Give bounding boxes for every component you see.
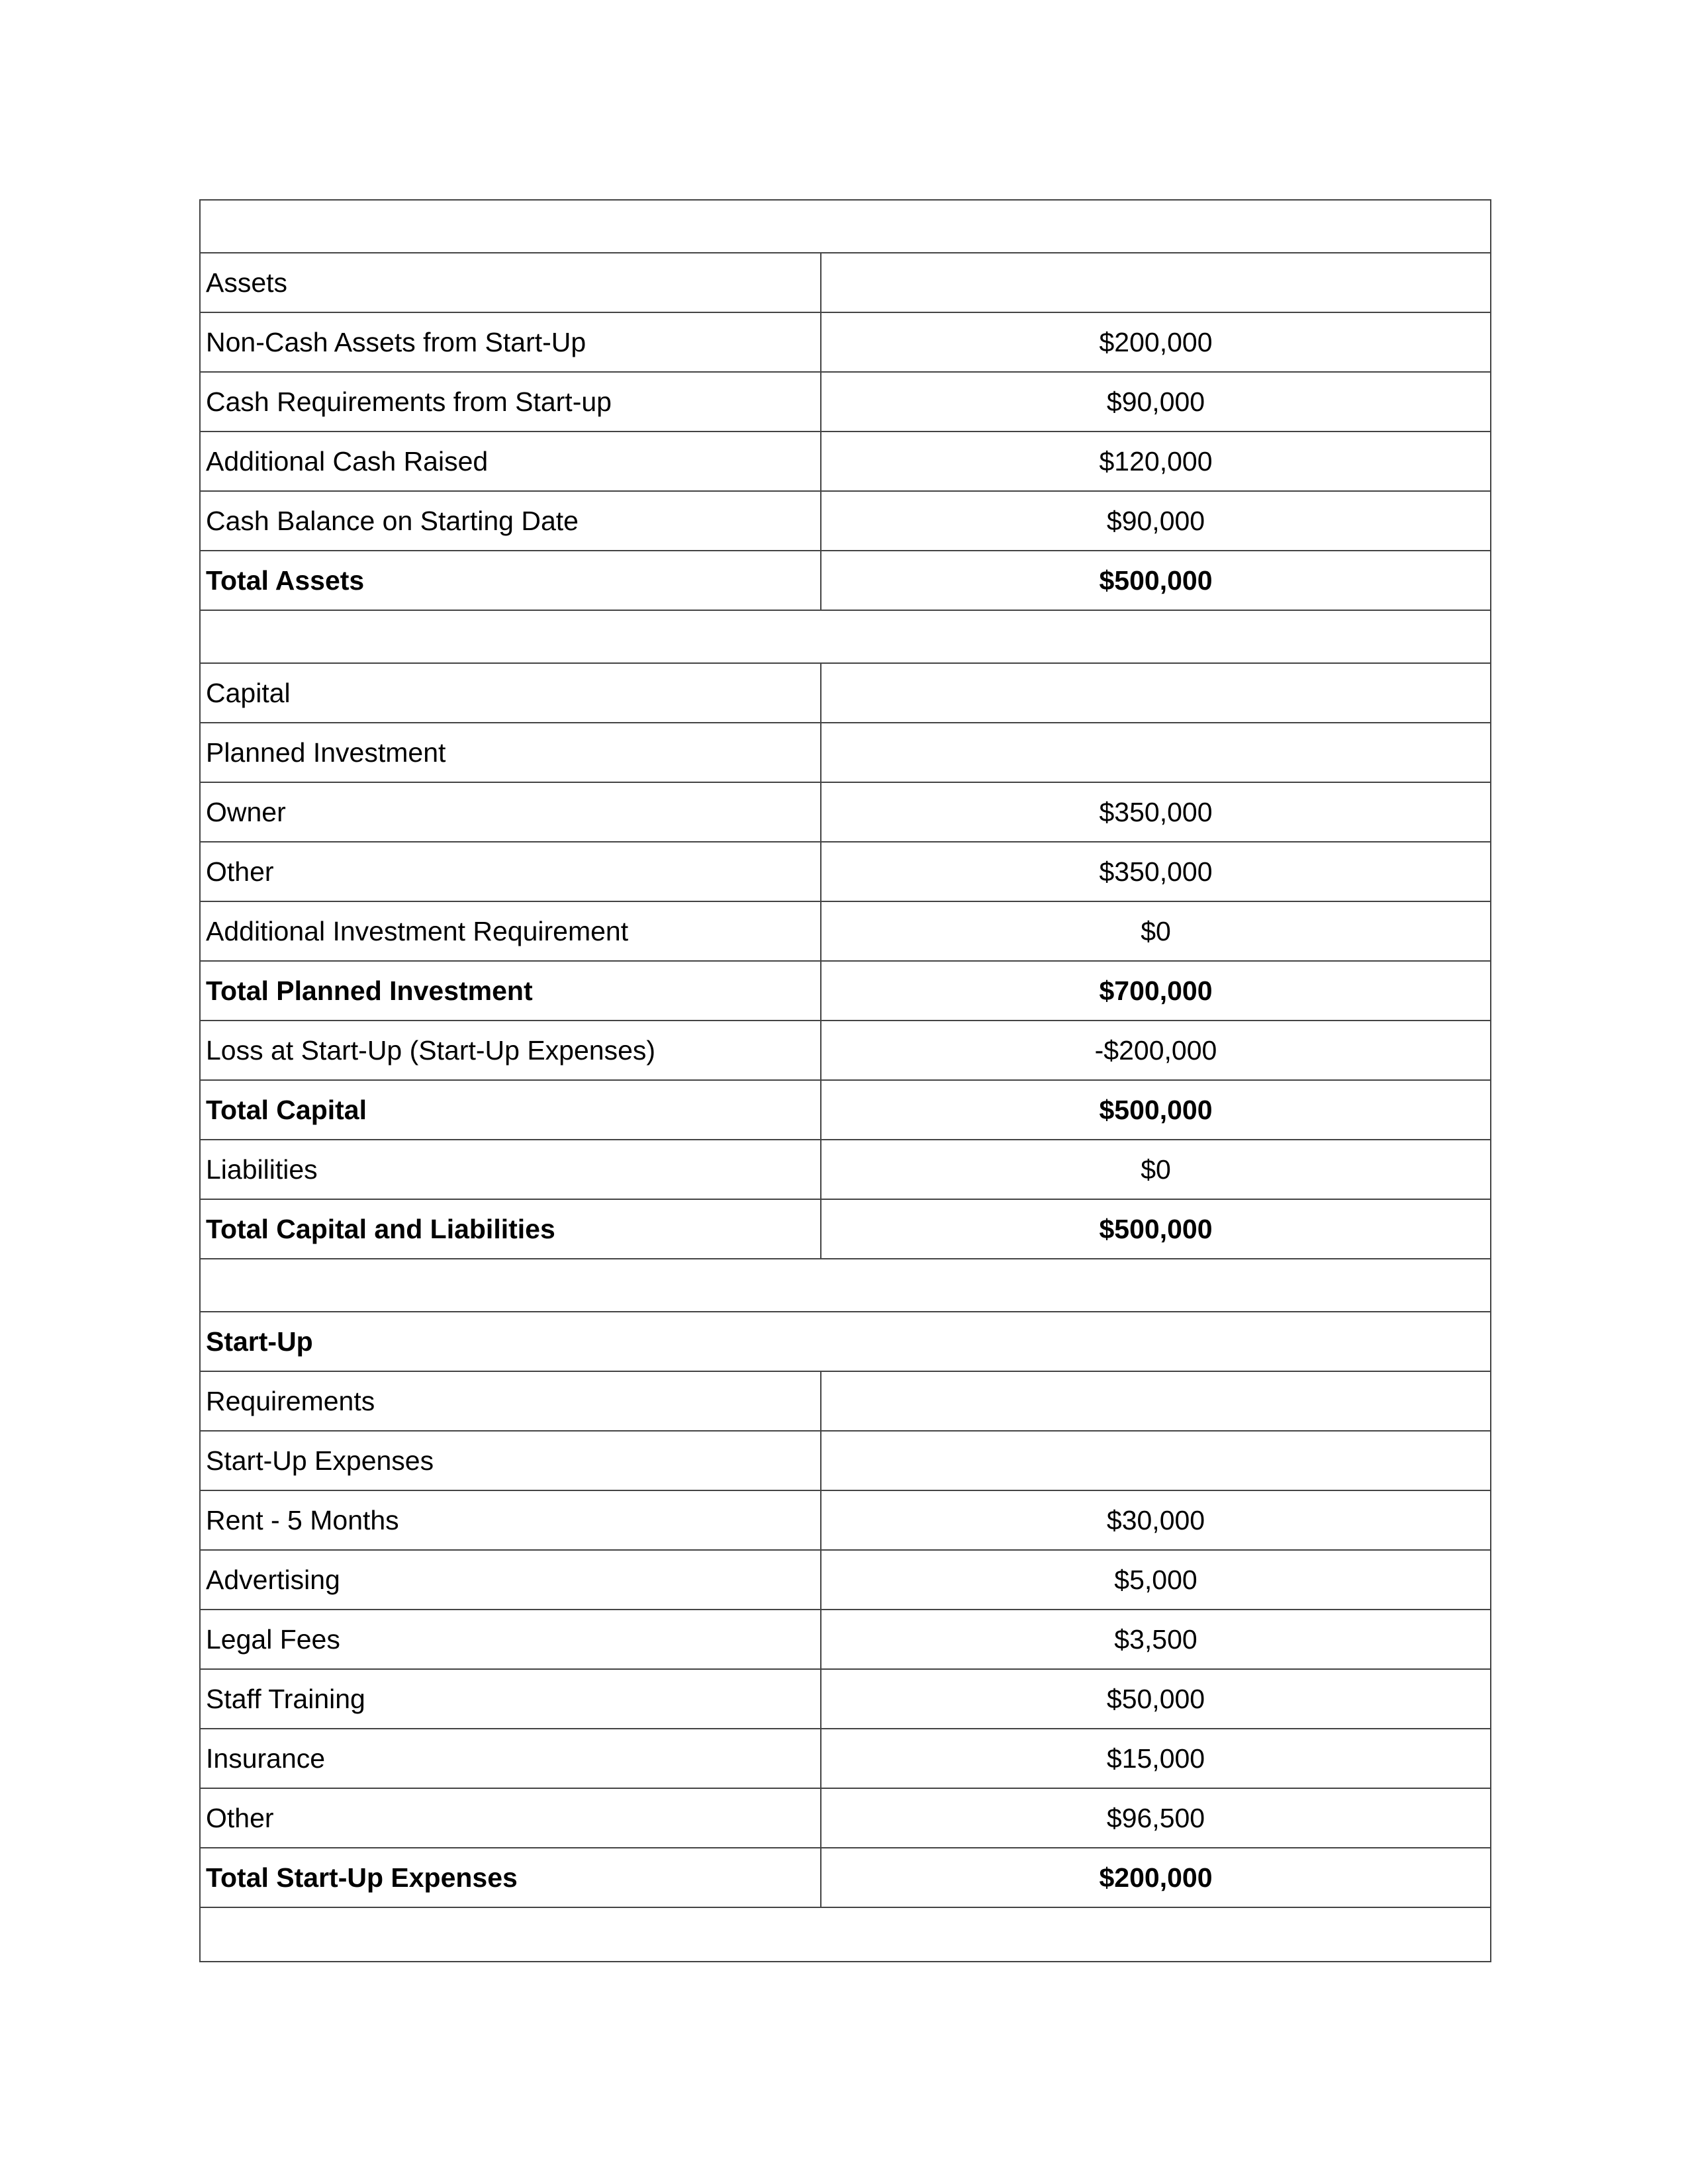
- row-value: [821, 1372, 1490, 1430]
- row-label: Rent - 5 Months: [201, 1491, 821, 1549]
- table-row: [201, 1021, 1490, 1081]
- row-value: $15,000: [1106, 1743, 1205, 1774]
- row-label: Owner: [201, 783, 821, 841]
- row-value: $90,000: [1106, 505, 1205, 536]
- table-row: [201, 1670, 1490, 1729]
- section-header-label: Start-Up: [206, 1326, 313, 1357]
- row-label: Non-Cash Assets from Start-Up: [201, 313, 821, 371]
- blank-row: [201, 201, 1490, 253]
- table-row: [201, 1789, 1490, 1848]
- row-value: $200,000: [1099, 326, 1213, 357]
- table-row: [201, 313, 1490, 373]
- table-row: [201, 1372, 1490, 1432]
- row-value: $90,000: [1106, 386, 1205, 417]
- row-value: $500,000: [1099, 565, 1213, 596]
- table-row: [201, 902, 1490, 962]
- blank-cell: [201, 1908, 1490, 1961]
- row-value: $700,000: [1099, 975, 1213, 1006]
- table-row: [201, 664, 1490, 723]
- row-label: Staff Training: [201, 1670, 821, 1728]
- table-row: [201, 373, 1490, 432]
- row-value: -$200,000: [1094, 1034, 1217, 1066]
- total-row: [201, 1848, 1490, 1908]
- row-value: [821, 1432, 1490, 1490]
- table-row: [201, 432, 1490, 492]
- total-row: [201, 1200, 1490, 1259]
- row-value: $5,000: [1114, 1564, 1197, 1595]
- row-value: $200,000: [1099, 1862, 1213, 1893]
- table-row: [201, 1610, 1490, 1670]
- blank-cell: [201, 1259, 1490, 1311]
- row-label: Capital: [201, 664, 821, 722]
- row-value: [821, 253, 1490, 312]
- row-label: Legal Fees: [201, 1610, 821, 1668]
- row-label: Total Capital: [201, 1081, 821, 1139]
- row-label: Total Assets: [201, 551, 821, 610]
- table-row: [201, 492, 1490, 551]
- row-value: $120,000: [1099, 445, 1213, 477]
- blank-row: [201, 611, 1490, 664]
- table-row: [201, 1432, 1490, 1491]
- table-row: [201, 1551, 1490, 1610]
- row-label: Requirements: [201, 1372, 821, 1430]
- row-label: Liabilities: [201, 1140, 821, 1199]
- row-value: $96,500: [1106, 1802, 1205, 1833]
- row-label: Total Planned Investment: [201, 962, 821, 1020]
- row-label: Insurance: [201, 1729, 821, 1788]
- table-row: [201, 842, 1490, 902]
- row-value: $0: [1141, 1154, 1171, 1185]
- row-value: $500,000: [1099, 1213, 1213, 1244]
- row-label: Loss at Start-Up (Start-Up Expenses): [201, 1021, 821, 1079]
- total-row: [201, 962, 1490, 1021]
- table-row: [201, 1140, 1490, 1200]
- row-value: [821, 723, 1490, 782]
- blank-row: [201, 1908, 1490, 1961]
- row-value: $3,500: [1114, 1623, 1197, 1655]
- table-row: [201, 253, 1490, 313]
- row-value: $500,000: [1099, 1094, 1213, 1125]
- section-header-row: [201, 1312, 1490, 1372]
- row-value: [821, 664, 1490, 722]
- row-label: Other: [201, 1789, 821, 1847]
- table-row: [201, 1491, 1490, 1551]
- startup-summary-table: [199, 199, 1491, 1962]
- row-label: Additional Investment Requirement: [201, 902, 821, 960]
- row-label: Assets: [201, 253, 821, 312]
- blank-cell: [201, 201, 1490, 252]
- table-row: [201, 1729, 1490, 1789]
- row-label: Cash Requirements from Start-up: [201, 373, 821, 431]
- row-value: $0: [1141, 915, 1171, 946]
- row-label: Total Capital and Liabilities: [201, 1200, 821, 1258]
- row-label: Cash Balance on Starting Date: [201, 492, 821, 550]
- row-label: Total Start-Up Expenses: [201, 1848, 821, 1907]
- row-label: Other: [201, 842, 821, 901]
- blank-cell: [201, 611, 1490, 662]
- blank-row: [201, 1259, 1490, 1312]
- row-label: Planned Investment: [201, 723, 821, 782]
- total-row: [201, 551, 1490, 611]
- table-row: [201, 723, 1490, 783]
- table-row: [201, 783, 1490, 842]
- row-value: $30,000: [1106, 1504, 1205, 1535]
- total-row: [201, 1081, 1490, 1140]
- row-label: Start-Up Expenses: [201, 1432, 821, 1490]
- row-label: Additional Cash Raised: [201, 432, 821, 490]
- row-value: $50,000: [1106, 1683, 1205, 1714]
- row-value: $350,000: [1099, 856, 1213, 887]
- row-value: $350,000: [1099, 796, 1213, 827]
- row-label: Advertising: [201, 1551, 821, 1609]
